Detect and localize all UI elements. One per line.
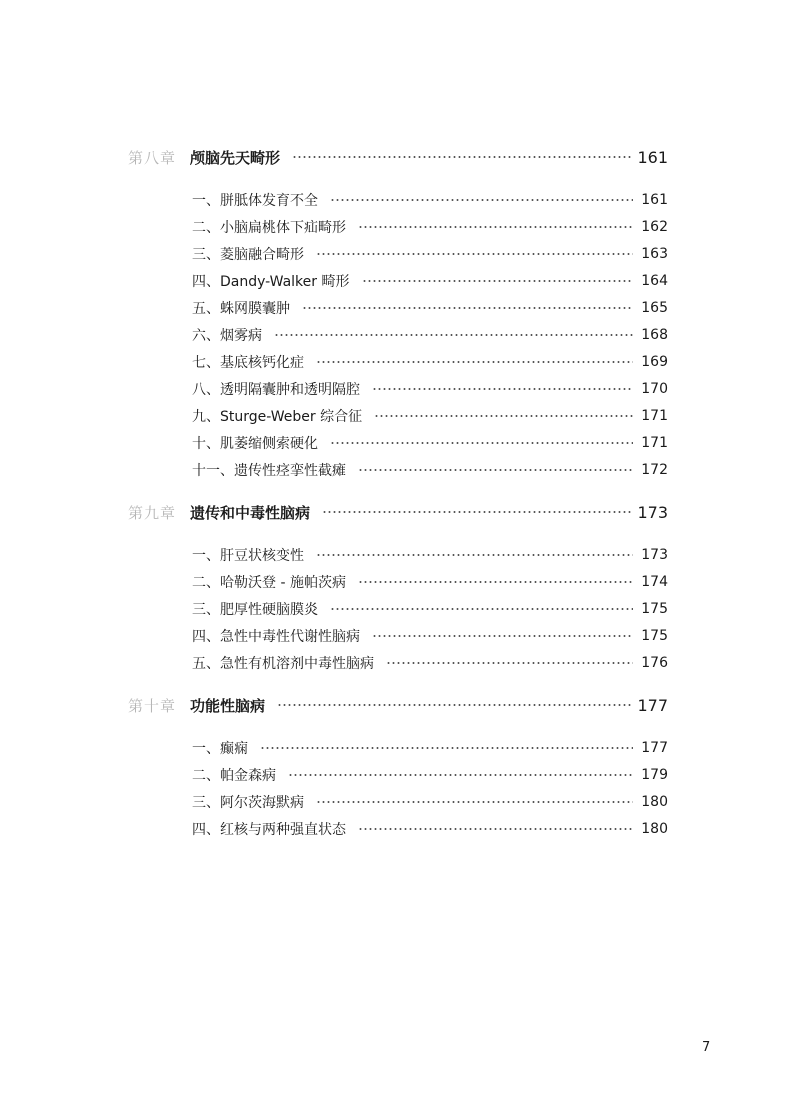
entry-title: 四、Dandy-Walker 畸形 [192, 273, 350, 290]
dot-leader [302, 307, 633, 309]
dot-leader [330, 442, 633, 444]
entry-list [128, 734, 668, 842]
chapter-title: 功能性脑病 [190, 696, 266, 715]
chapter-page: 161 [637, 147, 668, 167]
toc-entry [192, 761, 668, 788]
dot-leader [260, 747, 633, 749]
entry-title: 一、癫痫 [192, 740, 248, 757]
chapter-heading [128, 140, 668, 174]
entry-title: 五、蛛网膜囊肿 [192, 300, 290, 317]
dot-leader [372, 635, 633, 637]
entry-page: 174 [641, 573, 668, 590]
entry-title: 一、胼胝体发育不全 [192, 192, 318, 209]
dot-leader [358, 828, 633, 830]
entry-title: 三、菱脑融合畸形 [192, 246, 304, 263]
dot-leader [372, 388, 633, 390]
table-of-contents [128, 140, 668, 854]
entry-title: 二、小脑扁桃体下疝畸形 [192, 219, 346, 236]
entry-title: 三、阿尔茨海默病 [192, 794, 304, 811]
chapter-title: 遗传和中毒性脑病 [190, 503, 311, 522]
toc-entry [192, 541, 668, 568]
entry-title: 二、帕金森病 [192, 767, 276, 784]
dot-leader [292, 156, 633, 158]
dot-leader [330, 608, 633, 610]
dot-leader [274, 334, 633, 336]
chapter-heading [128, 688, 668, 722]
entry-page: 168 [641, 326, 668, 343]
chapter-10 [128, 688, 668, 842]
chapter-page: 173 [637, 502, 668, 522]
entry-page: 169 [641, 353, 668, 370]
dot-leader [316, 361, 633, 363]
toc-entry [192, 429, 668, 456]
dot-leader [386, 662, 633, 664]
toc-entry [192, 788, 668, 815]
chapter-8 [128, 140, 668, 483]
entry-page: 175 [641, 627, 668, 644]
toc-entry [192, 595, 668, 622]
entry-title: 八、透明隔囊肿和透明隔腔 [192, 381, 360, 398]
entry-page: 172 [641, 461, 668, 478]
entry-page: 171 [641, 407, 668, 424]
toc-entry [192, 815, 668, 842]
chapter-title: 颅脑先天畸形 [190, 148, 281, 167]
entry-page: 180 [641, 793, 668, 810]
page-number: 7 [702, 1040, 711, 1055]
toc-entry [192, 213, 668, 240]
chapter-number: 第八章 [128, 148, 177, 167]
chapter-9 [128, 495, 668, 676]
entry-page: 161 [641, 191, 668, 208]
toc-entry [192, 622, 668, 649]
dot-leader [316, 554, 633, 556]
entry-page: 175 [641, 600, 668, 617]
toc-entry [192, 294, 668, 321]
entry-title: 三、肥厚性硬脑膜炎 [192, 601, 318, 618]
dot-leader [358, 226, 633, 228]
entry-page: 165 [641, 299, 668, 316]
dot-leader [330, 199, 633, 201]
toc-entry [192, 456, 668, 483]
toc-entry [192, 402, 668, 429]
dot-leader [322, 511, 633, 513]
toc-entry [192, 267, 668, 294]
dot-leader [277, 704, 633, 706]
entry-title: 六、烟雾病 [192, 327, 262, 344]
entry-page: 171 [641, 434, 668, 451]
entry-page: 179 [641, 766, 668, 783]
entry-page: 173 [641, 546, 668, 563]
chapter-number: 第十章 [128, 696, 177, 715]
dot-leader [288, 774, 633, 776]
dot-leader [316, 801, 633, 803]
entry-page: 162 [641, 218, 668, 235]
toc-entry [192, 375, 668, 402]
dot-leader [358, 581, 633, 583]
chapter-page: 177 [637, 695, 668, 715]
toc-entry [192, 568, 668, 595]
chapter-heading [128, 495, 668, 529]
entry-page: 176 [641, 654, 668, 671]
entry-title: 十、肌萎缩侧索硬化 [192, 435, 318, 452]
entry-page: 180 [641, 820, 668, 837]
entry-page: 177 [641, 739, 668, 756]
entry-list [128, 186, 668, 483]
toc-entry [192, 240, 668, 267]
entry-list [128, 541, 668, 676]
entry-title: 七、基底核钙化症 [192, 354, 304, 371]
entry-title: 二、哈勒沃登 - 施帕茨病 [192, 574, 346, 591]
toc-entry [192, 649, 668, 676]
entry-page: 170 [641, 380, 668, 397]
entry-title: 四、红核与两种强直状态 [192, 821, 346, 838]
entry-title: 四、急性中毒性代谢性脑病 [192, 628, 360, 645]
entry-title: 一、肝豆状核变性 [192, 547, 304, 564]
dot-leader [316, 253, 633, 255]
dot-leader [374, 415, 633, 417]
dot-leader [362, 280, 634, 282]
entry-page: 163 [641, 245, 668, 262]
toc-entry [192, 734, 668, 761]
dot-leader [358, 469, 633, 471]
entry-title: 十一、遗传性痉挛性截瘫 [192, 462, 346, 479]
toc-entry [192, 348, 668, 375]
chapter-number: 第九章 [128, 503, 177, 522]
entry-title: 九、Sturge-Weber 综合征 [192, 408, 363, 425]
entry-page: 164 [641, 272, 668, 289]
entry-title: 五、急性有机溶剂中毒性脑病 [192, 655, 374, 672]
toc-entry [192, 321, 668, 348]
toc-entry [192, 186, 668, 213]
